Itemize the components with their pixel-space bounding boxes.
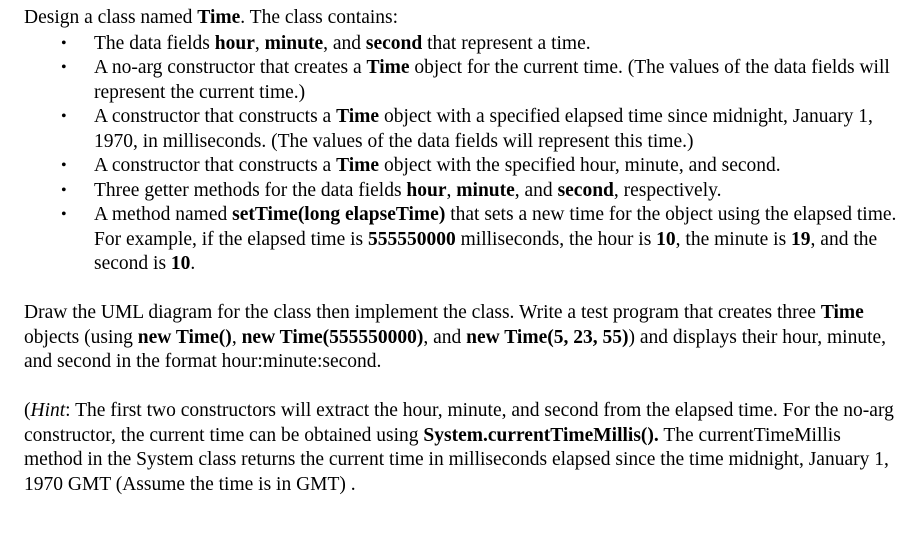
text-run: , and xyxy=(423,326,467,348)
text-run: ) and displays their hour, minute, and second in the format hour:minute:second. xyxy=(24,326,887,372)
text-run: milliseconds, the hour is xyxy=(455,228,657,250)
text-run: object for the current time. (The values of the data fields will represent the current time.) xyxy=(94,57,890,103)
bold-run: setTime(long elapseTime) xyxy=(232,204,446,225)
requirement-data-fields xyxy=(24,32,897,57)
bold-run: 10 xyxy=(170,253,191,274)
bullet-icon: • xyxy=(61,181,67,199)
text-run: A constructor that constructs a xyxy=(94,155,337,176)
text-run: A method named xyxy=(94,204,233,225)
italic-run: Hint xyxy=(30,400,66,421)
bold-run: minute xyxy=(264,32,324,54)
bold-run: 10 xyxy=(656,228,676,250)
requirement-settime-method xyxy=(24,203,897,277)
text-run: Draw the UML diagram for the class then implement the class. Write a test program that creates three xyxy=(24,302,821,323)
text-run: , and the second is xyxy=(94,228,878,274)
paragraph-gap xyxy=(24,277,897,302)
bullet-icon: • xyxy=(61,157,67,174)
text-run: objects (using xyxy=(24,326,138,348)
bold-run: Time xyxy=(336,106,380,127)
intro-class-name: Time xyxy=(197,7,241,28)
text-run: Three getter methods for the data fields xyxy=(94,179,407,201)
bold-run: new Time(555550000) xyxy=(241,326,424,348)
bullet-icon: • xyxy=(61,206,67,223)
bold-run: 555550000 xyxy=(368,228,456,250)
text-run: ( xyxy=(24,400,31,421)
text-run: , and xyxy=(323,32,366,54)
bold-run: second xyxy=(365,32,423,54)
text-run: object with the specified hour, minute, and second. xyxy=(379,155,781,176)
requirement-getters xyxy=(24,179,897,204)
text-run: , xyxy=(254,32,265,54)
text-run: that represent a time. xyxy=(422,32,591,54)
requirement-elapsed-constructor xyxy=(24,105,897,154)
text-run: A no-arg constructor that creates a xyxy=(94,57,367,78)
text-run: , and xyxy=(514,179,558,201)
text-run: The currentTimeMillis method in the System class returns the current time in milliseconds elapsed since the time midnight, January 1, 1970 GMT (Assume the time is in GMT) . xyxy=(24,424,889,495)
paragraph-gap xyxy=(24,375,897,400)
bold-run: minute xyxy=(456,179,515,201)
bullet-icon: • xyxy=(61,34,67,52)
bold-run: Time xyxy=(336,155,380,176)
requirement-hms-constructor xyxy=(24,154,897,179)
bullet-icon: • xyxy=(61,59,67,76)
intro-prefix: Design a class named xyxy=(24,7,198,28)
bold-run: second xyxy=(557,179,614,201)
text-run: , xyxy=(231,326,242,348)
intro-suffix: . The class contains: xyxy=(240,7,399,28)
text-run: , respectively. xyxy=(613,179,722,201)
bold-run: hour xyxy=(214,32,255,54)
text-run: , the minute is xyxy=(675,228,792,250)
intro-paragraph xyxy=(24,6,897,31)
text-run: , xyxy=(446,179,457,201)
bullet-icon: • xyxy=(61,108,67,125)
hint-paragraph xyxy=(24,399,897,497)
bold-run: hour xyxy=(406,179,447,201)
bold-run: new Time() xyxy=(137,326,232,348)
task-paragraph xyxy=(24,301,897,375)
bold-run: System.currentTimeMillis(). xyxy=(423,424,659,446)
bold-run: Time xyxy=(366,57,410,78)
bold-run: new Time(5, 23, 55) xyxy=(466,326,629,348)
text-run: that sets a new time for the object using the elapsed time. For example, if the elapsed time is xyxy=(94,204,897,250)
text-run: : The first two constructors will extract the hour, minute, and second from the elapsed time. For the no-arg constructor, the current time can be obtained using xyxy=(24,400,894,446)
requirement-no-arg-constructor xyxy=(24,56,897,105)
requirements-list xyxy=(24,32,897,277)
bold-run: Time xyxy=(820,302,864,323)
text-run: . xyxy=(190,253,196,274)
text-run: The data fields xyxy=(94,32,215,54)
bold-run: 19 xyxy=(791,228,811,250)
text-run: object with a specified elapsed time since midnight, January 1, 1970, in milliseconds. (The values of the data fields will represent this time.) xyxy=(94,106,873,152)
text-run: A constructor that constructs a xyxy=(94,106,337,127)
